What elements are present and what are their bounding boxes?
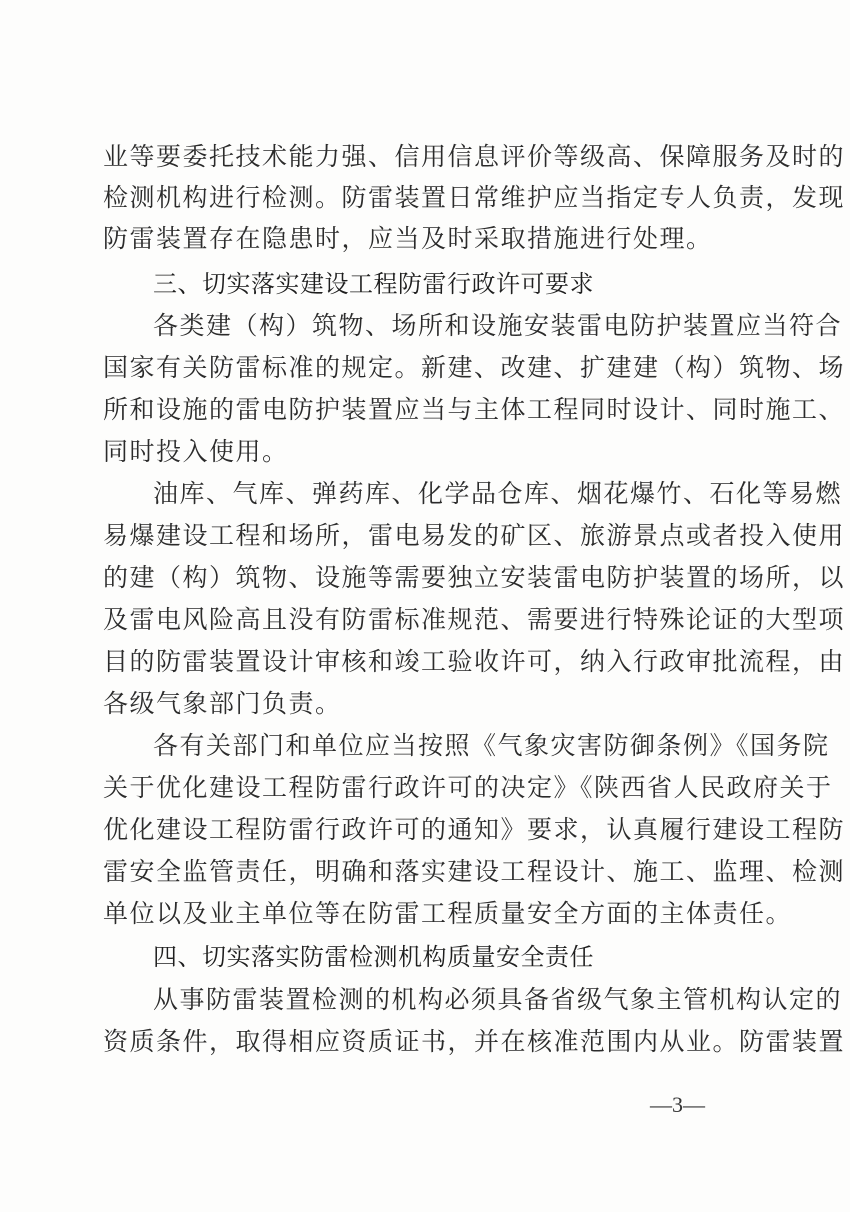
page-number: —3—: [650, 1092, 705, 1117]
paragraph-line: 检测机构进行检测。防雷装置日常维护应当指定专人负责，发现: [103, 183, 846, 212]
paragraph-line: 易爆建设工程和场所，雷电易发的矿区、旅游景点或者投入使用: [103, 521, 846, 550]
paragraph-line: 目的防雷装置设计审核和竣工验收许可，纳入行政审批流程，由: [103, 647, 846, 676]
paragraph-line: 雷安全监管责任，明确和落实建设工程设计、施工、监理、检测: [103, 857, 846, 886]
paragraph-line: 油库、气库、弹药库、化学品仓库、烟花爆竹、石化等易燃: [153, 479, 843, 508]
paragraph-line: 所和设施的雷电防护装置应当与主体工程同时设计、同时施工、: [103, 395, 846, 424]
paragraph-line: 同时投入使用。: [103, 437, 289, 466]
paragraph-line: 单位以及业主单位等在防雷工程质量安全方面的主体责任。: [103, 899, 793, 928]
paragraph-line: 国家有关防雷标准的规定。新建、改建、扩建建（构）筑物、场: [103, 353, 846, 382]
paragraph-line: 业等要委托技术能力强、信用信息评价等级高、保障服务及时的: [103, 142, 846, 171]
paragraph-line: 各类建（构）筑物、场所和设施安装雷电防护装置应当符合: [153, 311, 843, 340]
paragraph-line: 的建（构）筑物、设施等需要独立安装雷电防护装置的场所，以: [103, 563, 846, 592]
paragraph-line: 关于优化建设工程防雷行政许可的决定》《陕西省人民政府关于: [103, 773, 833, 802]
section-heading-3: 三、切实落实建设工程防雷行政许可要求: [153, 270, 594, 298]
paragraph-line: 资质条件，取得相应资质证书，并在核准范围内从业。防雷装置: [103, 1027, 846, 1056]
paragraph-line: 从事防雷装置检测的机构必须具备省级气象主管机构认定的: [153, 985, 843, 1014]
paragraph-line: 各级气象部门负责。: [103, 689, 342, 718]
paragraph-line: 防雷装置存在隐患时，应当及时采取措施进行处理。: [103, 224, 713, 253]
section-heading-4: 四、切实落实防雷检测机构质量安全责任: [153, 943, 594, 971]
paragraph-line: 优化建设工程防雷行政许可的通知》要求，认真履行建设工程防: [103, 815, 846, 844]
paragraph-line: 及雷电风险高且没有防雷标准规范、需要进行特殊论证的大型项: [103, 605, 846, 634]
paragraph-line: 各有关部门和单位应当按照《气象灾害防御条例》《国务院: [153, 731, 830, 760]
